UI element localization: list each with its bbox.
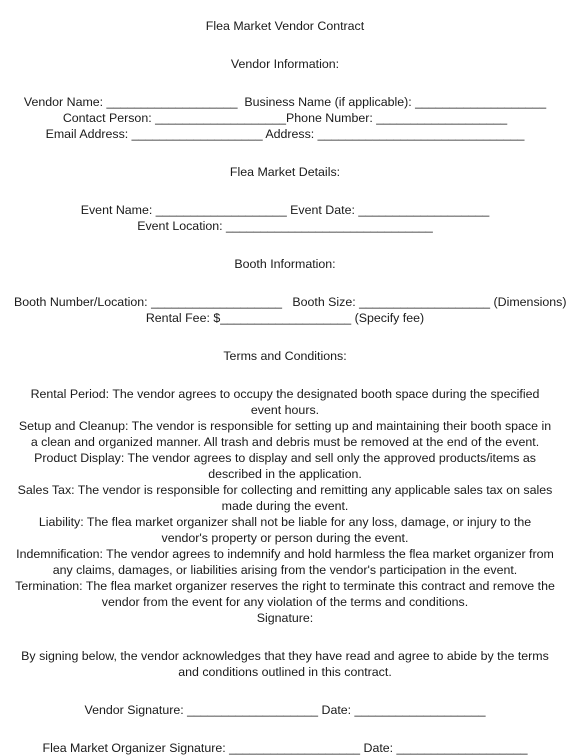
term-termination: Termination: The flea market organizer reserves the right to terminate this contract and remove the vendor from the event for any violation of the terms and conditions. bbox=[15, 579, 555, 609]
vendor-info-fields bbox=[14, 94, 556, 142]
booth-info-fields bbox=[14, 294, 567, 326]
email-address-line: Email Address: ___________________ Address: ______________________________ bbox=[45, 127, 525, 141]
term-sales-tax: Sales Tax: The vendor is responsible for collecting and remitting any applicable sales tax on sales made during the event. bbox=[17, 483, 553, 513]
vendor-name-business-name-line: Vendor Name: ___________________ Business Name (if applicable): ___________________ bbox=[23, 95, 547, 109]
booth-info-heading: Booth Information: bbox=[234, 257, 336, 271]
signature-heading: Signature: bbox=[256, 611, 314, 625]
terms-heading: Terms and Conditions: bbox=[223, 349, 347, 363]
terms-list bbox=[14, 386, 556, 626]
vendor-signature-line: Vendor Signature: ___________________ Date: ___________________ bbox=[84, 703, 486, 717]
signature-acknowledgement: By signing below, the vendor acknowledges that they have read and agree to abide by the terms and conditions outlined in this contract. bbox=[21, 649, 549, 679]
rental-fee-line: Rental Fee: $___________________ (Specify fee) bbox=[145, 311, 425, 325]
term-liability: Liability: The flea market organizer shall not be liable for any loss, damage, or injury to the vendor's property or person during the event. bbox=[38, 515, 532, 545]
organizer-signature-line: Flea Market Organizer Signature: ___________________ Date: ___________________ bbox=[42, 741, 528, 755]
term-product-display: Product Display: The vendor agrees to display and sell only the approved products/items as described in the application. bbox=[34, 451, 536, 481]
document-title: Flea Market Vendor Contract bbox=[205, 19, 365, 33]
vendor-info-heading: Vendor Information: bbox=[230, 57, 340, 71]
term-rental-period: Rental Period: The vendor agrees to occupy the designated booth space during the specified event hours. bbox=[30, 387, 540, 417]
contact-person-phone-line: Contact Person: ___________________Phone Number: ___________________ bbox=[62, 111, 508, 125]
market-details-fields bbox=[14, 202, 556, 234]
event-location-line: Event Location: ______________________________ bbox=[137, 219, 433, 233]
event-name-date-line: Event Name: ___________________ Event Date: ___________________ bbox=[80, 203, 490, 217]
booth-number-size-line: Booth Number/Location: ___________________ Booth Size: ___________________ (Dimensions) bbox=[14, 295, 567, 309]
term-indemnification: Indemnification: The vendor agrees to indemnify and hold harmless the flea market organizer from any claims, damages, or liabilities arising from the vendor's participation in the event. bbox=[16, 547, 554, 577]
market-details-heading: Flea Market Details: bbox=[229, 165, 341, 179]
term-setup-cleanup: Setup and Cleanup: The vendor is responsible for setting up and maintaining their booth space in a clean and organized manner. All trash and debris must be removed at the end of the event. bbox=[18, 419, 552, 449]
